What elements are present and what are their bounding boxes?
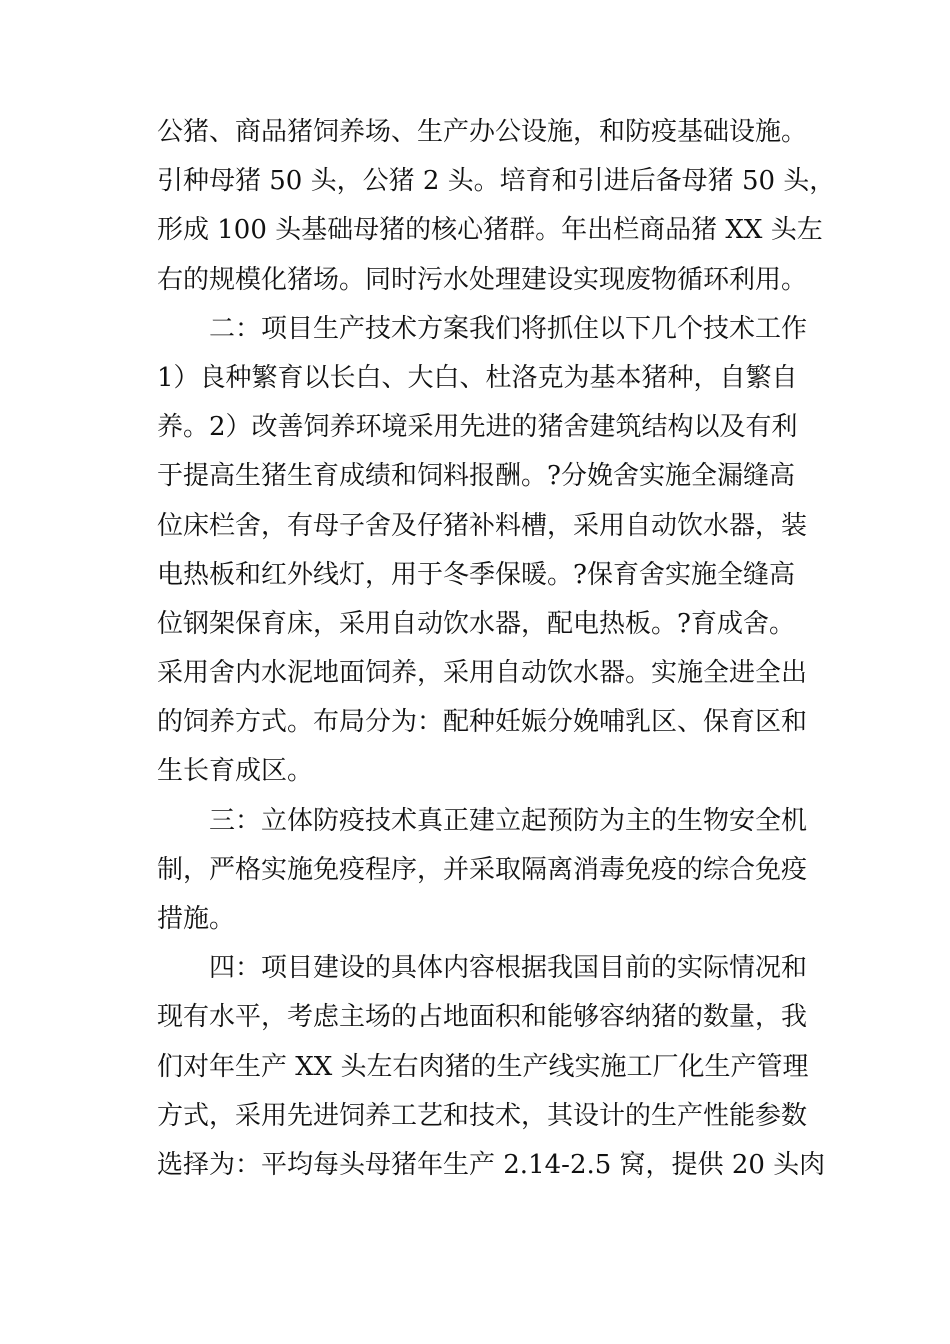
text-line: 们对年生产 XX 头左右肉猪的生产线实施工厂化生产管理	[157, 1051, 809, 1082]
text-line: 四：项目建设的具体内容根据我国目前的实际情况和	[209, 953, 808, 984]
text-line: 形成 100 头基础母猪的核心猪群。年出栏商品猪 XX 头左	[157, 215, 823, 246]
text-line: 右的规模化猪场。同时污水处理建设实现废物循环利用。	[157, 264, 808, 295]
paragraph-1	[157, 108, 836, 305]
text-line: 于提高生猪生育成绩和饲料报酬。?分娩舍实施全漏缝高	[157, 461, 795, 492]
paragraph-2	[157, 305, 808, 797]
text-line: 电热板和红外线灯，用于冬季保暖。?保育舍实施全缝高	[157, 559, 795, 590]
text-line: 选择为：平均每头母猪年生产 2.14-2.5 窝，提供 20 头肉	[157, 1149, 826, 1180]
document-page	[157, 108, 836, 1190]
text-line: 位床栏舍，有母子舍及仔猪补料槽，采用自动饮水器，装	[157, 510, 808, 541]
paragraph-4	[157, 944, 826, 1190]
text-line: 引种母猪 50 头，公猪 2 头。培育和引进后备母猪 50 头，	[157, 166, 836, 197]
text-line: 措施。	[157, 904, 236, 934]
paragraph-3	[157, 797, 808, 945]
text-line: 制，严格实施免疫程序，并采取隔离消毒免疫的综合免疫	[157, 854, 808, 885]
text-line: 采用舍内水泥地面饲养，采用自动饮水器。实施全进全出	[157, 658, 808, 689]
text-line: 公猪、商品猪饲养场、生产办公设施，和防疫基础设施。	[157, 117, 808, 147]
text-line: 1）良种繁育以长白、大白、杜洛克为基本猪种，自繁自	[157, 362, 798, 393]
text-line: 生长育成区。	[157, 756, 314, 787]
text-line: 的饲养方式。布局分为：配种妊娠分娩哺乳区、保育区和	[157, 707, 808, 738]
text-line: 方式，采用先进饲养工艺和技术，其设计的生产性能参数	[157, 1100, 808, 1131]
text-line: 现有水平，考虑主场的占地面积和能够容纳猪的数量，我	[157, 1002, 808, 1033]
text-line: 三：立体防疫技术真正建立起预防为主的生物安全机	[209, 805, 808, 836]
text-line: 二：项目生产技术方案我们将抓住以下几个技术工作	[209, 313, 808, 344]
text-line: 养。2）改善饲养环境采用先进的猪舍建筑结构以及有利	[157, 412, 798, 443]
text-line: 位钢架保育床，采用自动饮水器，配电热板。?育成舍。	[157, 608, 795, 639]
